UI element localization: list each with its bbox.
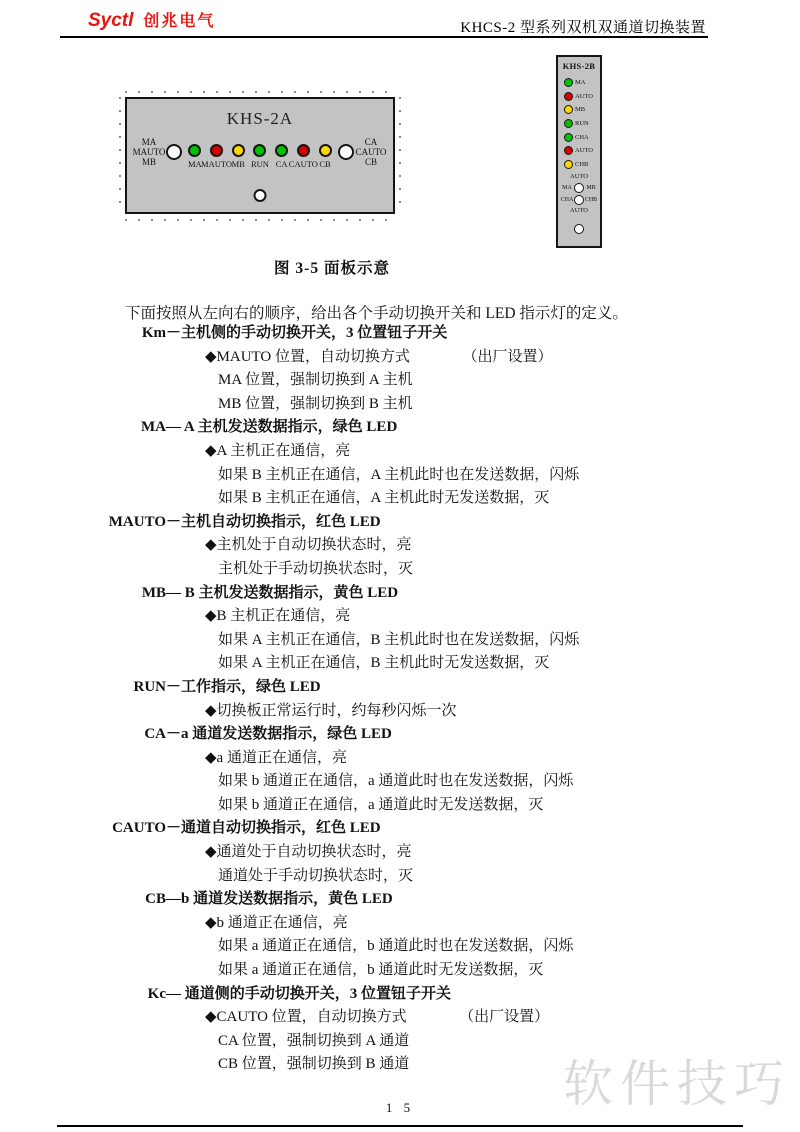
knob-kc-right-label: CHB: [584, 197, 598, 204]
definition-term-line: [63, 416, 753, 440]
led-label: MB: [575, 106, 586, 114]
definition-detail-line: ◆切换板正常运行时，约每秒闪烁一次: [205, 702, 457, 719]
definition-detail-line: 如果 B 主机正在通信，A 主机此时也在发送数据，闪烁: [218, 466, 580, 483]
definition-detail-line: ◆A 主机正在通信，亮: [205, 442, 351, 459]
panel-khs2a-title: KHS-2A: [226, 109, 294, 128]
led-with-label: [251, 144, 269, 169]
led-label: CAUTO: [288, 159, 318, 169]
led-label: CA: [275, 159, 288, 169]
figure-caption: 图 3-5 面板示意: [274, 260, 390, 277]
page-number: 1 5: [385, 1100, 415, 1115]
led-green: [275, 144, 288, 157]
led-label: RUN: [250, 159, 269, 169]
led-green: [564, 78, 573, 87]
led-strip-vertical: [560, 76, 598, 171]
toggle-knob-kc: [338, 144, 354, 160]
toggle-knob-km: [574, 183, 584, 193]
knob-position-label: MA: [141, 137, 157, 147]
definition-detail-line: ◆CAUTO 位置，自动切换方式 （出厂设置）: [205, 1009, 550, 1026]
panel-khs2a-led-row: [132, 137, 388, 167]
led-label: AUTO: [575, 147, 593, 155]
led-with-label: [560, 103, 598, 117]
toggle-knob-kc: [574, 195, 584, 205]
led-label: MAUTO: [201, 159, 233, 169]
definition-term: CAUTO－: [112, 820, 181, 837]
definition-detail-line: 如果 B 主机正在通信，A 主机此时无发送数据，灭: [218, 490, 550, 507]
definition-detail-line: ◆a 通道正在通信，亮: [205, 749, 347, 766]
definition-detail-line: ◆主机处于自动切换状态时，亮: [205, 537, 412, 554]
definition-detail-line: ◆B 主机正在通信，亮: [205, 608, 351, 625]
knob-position-label: CA: [364, 137, 378, 147]
definition-desc: A 主机发送数据指示，绿色 LED: [181, 419, 398, 436]
led-with-label: [288, 144, 318, 169]
led-yellow: [232, 144, 245, 157]
definition-detail-line: 通道处于手动切换状态时，灭: [218, 867, 414, 884]
definition-term-line: [63, 322, 753, 346]
definition-term: CB—: [145, 891, 181, 908]
led-strip: [184, 135, 336, 169]
led-with-label: [560, 130, 598, 144]
definition-detail-line: MB 位置，强制切换到 B 主机: [218, 395, 413, 412]
led-red: [564, 92, 573, 101]
figure-tick-marks: [119, 97, 121, 214]
definition-detail-line: ◆b 通道正在通信，亮: [205, 914, 348, 931]
definition-detail-line: 如果 A 主机正在通信，B 主机此时也在发送数据，闪烁: [218, 631, 580, 648]
definition-desc: 通道侧的手动切换开关，3 位置钮子开关: [181, 985, 452, 1002]
figure-tick-marks: [125, 219, 395, 221]
definition-detail-line: ◆通道处于自动切换状态时，亮: [205, 844, 412, 861]
led-with-label: [201, 144, 233, 169]
watermark: 软件技巧: [563, 1056, 791, 1112]
toggle-knob-km-row: [560, 183, 598, 193]
definition-term: MB—: [141, 584, 181, 601]
definition-term: MA—: [141, 419, 181, 436]
definition-detail-line: 如果 a 通道正在通信，b 通道此时也在发送数据，闪烁: [218, 938, 574, 955]
knob-position-label: MAUTO: [132, 147, 166, 157]
definition-detail-line: 如果 A 主机正在通信，B 主机此时无发送数据，灭: [218, 655, 550, 672]
led-yellow: [564, 105, 573, 114]
led-label: CB: [319, 159, 331, 169]
led-with-label: [560, 117, 598, 131]
header-divider: [60, 36, 708, 38]
led-green: [188, 144, 201, 157]
definition-block: [63, 511, 753, 582]
knob-km-right-label: MB: [586, 185, 596, 192]
led-label: MA: [575, 79, 586, 87]
led-yellow: [319, 144, 332, 157]
definition-detail-line: 如果 b 通道正在通信，a 通道此时也在发送数据，闪烁: [218, 773, 574, 790]
panel-khs2a: [125, 97, 395, 214]
definition-desc: 主机自动切换指示，红色 LED: [181, 513, 381, 530]
led-green: [564, 133, 573, 142]
led-label: CHA: [575, 133, 589, 141]
led-with-label: [560, 158, 598, 172]
definition-term-line: [63, 676, 753, 700]
definition-desc: 通道自动切换指示，红色 LED: [181, 820, 381, 837]
panel-button: [254, 189, 267, 202]
definition-detail-line: 主机处于手动切换状态时，灭: [218, 560, 414, 577]
intro-paragraph: 下面按照从左向右的顺序，给出各个手动切换开关和 LED 指示灯的定义。: [125, 305, 628, 322]
led-with-label: [229, 144, 247, 169]
led-label: CHB: [575, 160, 589, 168]
led-label: MA: [187, 159, 202, 169]
definition-list: [63, 322, 753, 1077]
definition-desc: 主机侧的手动切换开关，3 位置钮子开关: [181, 325, 448, 341]
led-red: [564, 146, 573, 155]
led-red: [297, 144, 310, 157]
brand-logo-latin: Syctl: [88, 10, 134, 31]
led-label: AUTO: [575, 92, 593, 100]
led-label: RUN: [575, 120, 589, 128]
led-with-label: [316, 144, 334, 169]
definition-detail-line: 如果 b 通道正在通信，a 通道此时无发送数据，灭: [218, 796, 544, 813]
toggle-knob-kc-row: [560, 195, 598, 205]
knob-position-labels-right: [354, 137, 388, 167]
led-red: [210, 144, 223, 157]
led-green: [253, 144, 266, 157]
knob-position-label: CB: [364, 157, 377, 167]
led-label: MB: [231, 159, 245, 169]
definition-term: MAUTO－: [108, 513, 181, 530]
definition-detail-line: ◆MAUTO 位置，自动切换方式 （出厂设置）: [205, 348, 553, 365]
led-green: [564, 119, 573, 128]
definition-term-line: [63, 983, 753, 1007]
definition-term-line: [63, 511, 753, 535]
definition-desc: 工作指示，绿色 LED: [181, 678, 321, 695]
definition-desc: b 通道发送数据指示，黄色 LED: [181, 891, 393, 908]
definition-term: CA－: [144, 726, 181, 743]
definition-block: [63, 676, 753, 723]
led-with-label: [560, 76, 598, 90]
definition-block: [63, 416, 753, 510]
definition-detail-line: MA 位置，强制切换到 A 主机: [218, 372, 413, 389]
toggle-knob-km: [166, 144, 182, 160]
brand-logo: [88, 8, 215, 32]
knob-position-label: CAUTO: [355, 147, 387, 157]
led-yellow: [564, 160, 573, 169]
document-title: KHCS-2 型系列双机双通道切换装置: [460, 20, 706, 36]
definition-detail-line: 如果 a 通道正在通信，b 通道此时无发送数据，灭: [218, 962, 544, 979]
brand-logo-chinese: 创兆电气: [143, 13, 216, 30]
definition-term: RUN－: [133, 678, 181, 695]
page-bottom-divider: [57, 1125, 743, 1127]
led-with-label: [560, 90, 598, 104]
knob-position-label: MB: [141, 157, 156, 167]
knob-kc-bottom-label: AUTO: [570, 207, 588, 215]
definition-detail-line: CB 位置，强制切换到 B 通道: [218, 1056, 410, 1073]
knob-km-top-label: AUTO: [570, 173, 588, 181]
definition-detail-line: CA 位置，强制切换到 A 通道: [218, 1032, 410, 1049]
definition-desc: B 主机发送数据指示，黄色 LED: [181, 584, 399, 601]
panel-button: [574, 224, 584, 234]
definition-block: [63, 888, 753, 982]
definition-term-line: [63, 817, 753, 841]
definition-block: [63, 582, 753, 676]
definition-term-line: [63, 723, 753, 747]
definition-term: Kc—: [147, 985, 181, 1002]
figure-tick-marks: [399, 97, 401, 214]
figure-tick-marks: [125, 91, 395, 93]
knob-kc-left-label: CHA: [560, 197, 574, 204]
panel-khs2b-title: KHS-2B: [562, 61, 596, 71]
definition-term: Km－: [141, 325, 181, 341]
definition-term-line: [63, 582, 753, 606]
knob-km-left-label: MA: [562, 185, 572, 192]
panel-button-wrap: [560, 221, 598, 239]
knob-position-labels-left: [132, 137, 166, 167]
definition-desc: a 通道发送数据指示，绿色 LED: [181, 726, 392, 743]
definition-block: [63, 723, 753, 817]
led-with-label: [560, 144, 598, 158]
panel-khs2b: [556, 55, 602, 248]
definition-block: [63, 817, 753, 888]
definition-block: [63, 322, 753, 416]
definition-term-line: [63, 888, 753, 912]
